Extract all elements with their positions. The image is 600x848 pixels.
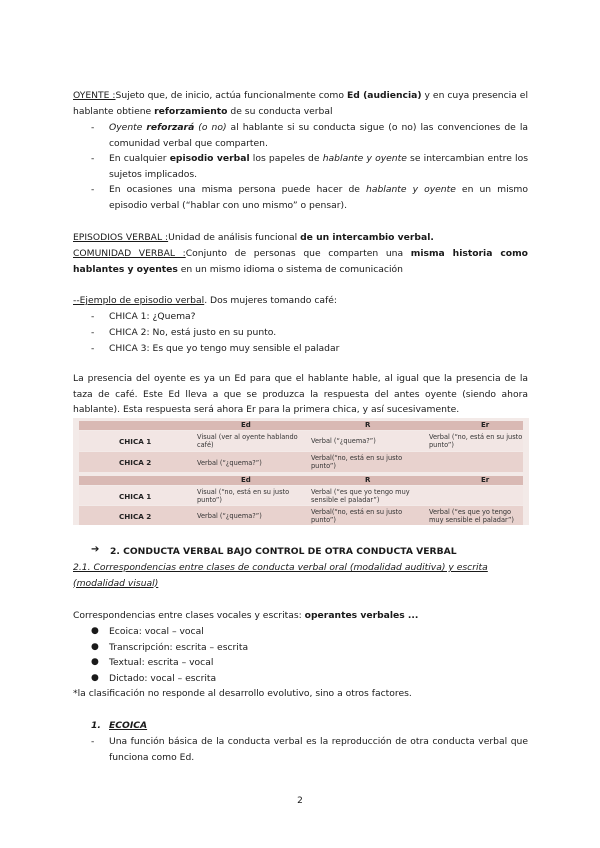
table-row: CHICA 2 Verbal (“¿quema?”) Verbal(“no, está en su justo punto”) Verbal (“es que yo tengo muy sensible el paladar”)	[79, 506, 523, 525]
corresp-paragraph: Correspondencias entre clases vocales y escritas: operantes verbales ...	[73, 610, 419, 621]
corresp-item: Dictado: vocal – escrita	[109, 673, 217, 684]
comunidad-paragraph: COMUNIDAD VERBAL :Conjunto de personas que comparten una misma historia como hablantes y oyentes en un mismo idioma o sistema de comunicación	[73, 248, 528, 275]
dash-bullet: -	[91, 736, 95, 747]
ecoica-text: Una función básica de la conducta verbal es la reproducción de otra conducta verbal que funciona como Ed.	[109, 736, 528, 763]
episode-table	[73, 418, 529, 525]
arrow-icon: ➔	[91, 544, 100, 555]
note: *la clasificación no responde al desarrollo evolutivo, sino a otros factores.	[73, 688, 412, 699]
ejemplo-line-1: CHICA 1: ¿Quema?	[109, 311, 196, 322]
dash-bullet: -	[91, 327, 95, 338]
ejemplo-line-3: CHICA 3: Es que yo tengo muy sensible el paladar	[109, 343, 340, 354]
table-header: Ed R Er	[79, 476, 523, 485]
oyente-paragraph: OYENTE :Sujeto que, de inicio, actúa funcionalmente como Ed (audiencia) y en cuya presencia el hablante obtiene reforzamiento de su conducta verbal	[73, 90, 529, 117]
dash-bullet: -	[91, 311, 95, 322]
section-subtitle: 2.1. Correspondencias entre clases de conducta verbal oral (modalidad auditiva) y escrita (modalidad visual)	[73, 562, 488, 589]
bullet-icon: ●	[91, 657, 99, 667]
dash-bullet: -	[91, 184, 95, 195]
bullet-icon: ●	[91, 642, 99, 652]
oyente-item-1: Oyente reforzará (o no) al hablante si su conducta sigue (o no) las convenciones de la comunidad verbal que comparten.	[109, 122, 528, 149]
oyente-term: OYENTE :	[73, 90, 116, 101]
dash-bullet: -	[91, 122, 95, 133]
dash-bullet: -	[91, 343, 95, 354]
table-row: CHICA 1 Visual (ver al oyente hablando café) Verbal (“¿quema?”) Verbal (“no, está en su justo punto”)	[79, 431, 523, 451]
dash-bullet: -	[91, 153, 95, 164]
corresp-item: Ecoica: vocal – vocal	[109, 626, 204, 637]
corresp-item: Transcripción: escrita – escrita	[109, 642, 249, 653]
corresp-item: Textual: escrita – vocal	[109, 657, 214, 668]
ejemplo-heading: --Ejemplo de episodio verbal. Dos mujeres tomando café:	[73, 295, 338, 306]
table-header: Ed R Er	[79, 421, 523, 430]
episodios-paragraph: EPISODIOS VERBAL :Unidad de análisis funcional de un intercambio verbal.	[73, 232, 434, 243]
ejemplo-line-2: CHICA 2: No, está justo en su punto.	[109, 327, 277, 338]
bullet-icon: ●	[91, 626, 99, 636]
oyente-item-2: En cualquier episodio verbal los papeles de hablante y oyente se intercambian entre los sujetos implicados.	[109, 153, 528, 180]
page-number: 2	[297, 796, 303, 806]
table-row: CHICA 2 Verbal (“¿quema?”) Verbal(“no, está en su justo punto”)	[79, 452, 523, 472]
presencia-paragraph: La presencia del oyente es ya un Ed para que el hablante hable, al igual que la presencia de la taza de café. Este Ed lleva a que se produzca la respuesta del antes oyente (siendo ahora hablante). Esta respuesta será ahora Er para la primera chica, y así sucesivamente.	[73, 373, 528, 415]
ecoica-number: 1.	[91, 720, 101, 731]
bullet-icon: ●	[91, 673, 99, 683]
oyente-item-3: En ocasiones una misma persona puede hacer de hablante y oyente en un mismo episodio verbal (“hablar con uno mismo” o pensar).	[109, 184, 528, 211]
section-title: 2. CONDUCTA VERBAL BAJO CONTROL DE OTRA CONDUCTA VERBAL	[110, 546, 457, 557]
table-row: CHICA 1 Visual (“no, está en su justo punto”) Verbal (“es que yo tengo muy sensible el paladar”)	[79, 486, 523, 505]
ecoica-title: ECOICA	[109, 720, 148, 731]
